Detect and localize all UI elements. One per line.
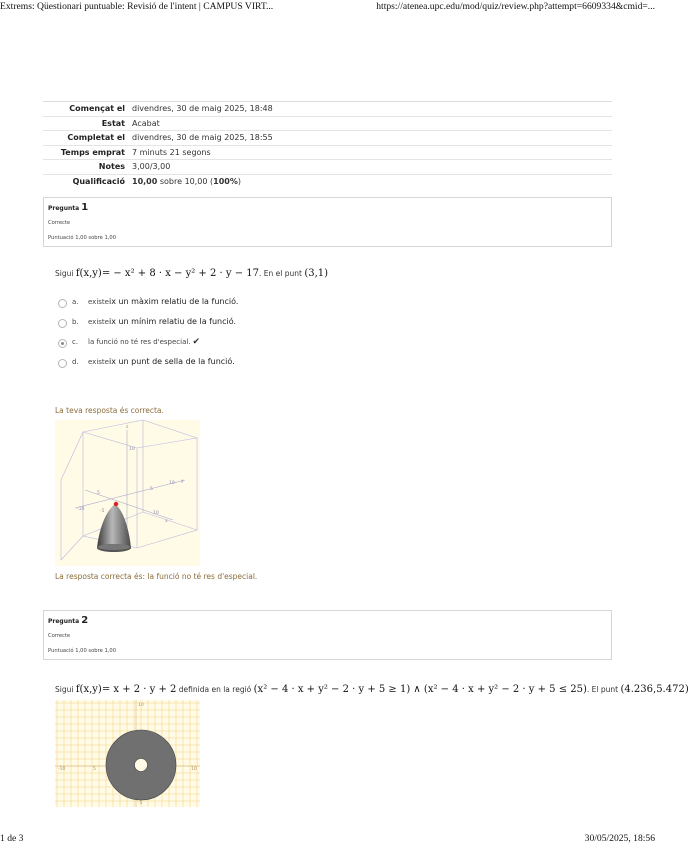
summary-value: Acabat — [132, 116, 612, 131]
answer-prefix: existe — [88, 298, 109, 306]
print-header — [0, 0, 655, 16]
x-tick: 10 — [153, 511, 159, 516]
question-function: f(x,y)= − x² + 8 · x − y² + 2 · y − 17 — [75, 268, 259, 279]
question-label: Pregunta — [48, 205, 80, 212]
summary-row-marks — [43, 160, 612, 175]
grade-end: ) — [237, 176, 241, 186]
answer-letter: d. — [72, 358, 79, 366]
question-2-text — [55, 684, 689, 695]
answer-body: ix un màxim relatiu de la funció. — [108, 297, 239, 306]
answer-prefix: existe — [88, 318, 109, 326]
x-axis-label: x — [165, 519, 168, 524]
x-tick: -5 — [100, 509, 105, 514]
print-footer — [0, 832, 655, 848]
summary-label: Qualificació — [43, 174, 132, 188]
question-number — [48, 615, 88, 626]
y-tick: 5 — [150, 487, 153, 492]
radio-button-checked[interactable] — [58, 339, 67, 348]
question-point-text: . El punt — [586, 685, 619, 694]
question-point: (4.236,5.472) — [620, 684, 689, 695]
radio-button[interactable] — [58, 319, 67, 328]
summary-row-grade — [43, 174, 612, 188]
answer-text — [88, 337, 200, 347]
summary-label: Estat — [43, 116, 132, 131]
answer-text — [88, 297, 238, 306]
region-2d-plot — [55, 700, 200, 807]
answer-body: la funció no té res d'especial. — [88, 338, 191, 346]
attempt-summary-table — [43, 101, 612, 188]
z-axis-label: z — [126, 425, 129, 430]
question-region: (x² − 4 · x + y² − 2 · y + 5 ≥ 1) ∧ (x² − 4 · x + y² − 2 · y + 5 ≤ 25) — [253, 684, 587, 695]
grade-mid: sobre 10,00 ( — [159, 176, 214, 186]
summary-value — [132, 174, 612, 188]
question-region-text: definida en la regió — [178, 685, 252, 694]
question-state: Correcte — [48, 633, 71, 639]
summary-row-time — [43, 145, 612, 160]
summary-value: divendres, 30 de maig 2025, 18:55 — [132, 131, 612, 146]
y-tick: 10 — [138, 703, 144, 708]
x-tick: -10 — [77, 507, 85, 512]
radio-button[interactable] — [58, 359, 67, 368]
summary-value: 7 minuts 21 segons — [132, 145, 612, 160]
radio-button[interactable] — [58, 299, 67, 308]
answer-letter: b. — [72, 318, 79, 326]
summary-row-started — [43, 102, 612, 117]
summary-label: Completat el — [43, 131, 132, 146]
grade-score: 10,00 — [132, 176, 158, 186]
correct-check-icon: ✔ — [192, 337, 201, 347]
surface-3d-plot — [55, 420, 200, 566]
correct-answer-text: La resposta correcta és: la funció no té res d'especial. — [55, 572, 258, 581]
page-number: 1 de 3 — [0, 833, 24, 844]
answer-body: ix un punt de sella de la funció. — [108, 357, 235, 366]
grade-percent: 100% — [213, 176, 238, 186]
summary-label: Temps emprat — [43, 145, 132, 160]
page-title: Extrems: Qüestionari puntuable: Revisió de l'intent | CAMPUS VIRT... — [0, 1, 274, 12]
summary-row-completed — [43, 131, 612, 146]
question-grade: Puntuació 1,00 sobre 1,00 — [48, 235, 117, 241]
y-axis-label: y — [181, 479, 184, 484]
x-tick: -10 — [58, 767, 66, 772]
x-tick: 5 — [97, 491, 100, 496]
answer-letter: a. — [72, 298, 79, 306]
question-point-text: . En el punt — [259, 269, 302, 278]
question-intro: Sigui — [55, 685, 74, 694]
page-url[interactable]: https://atenea.upc.edu/mod/quiz/review.php?attempt=6609334&cmid=... — [376, 1, 655, 12]
answer-prefix: existe — [88, 358, 109, 366]
feedback-text: La teva resposta és correcta. — [55, 406, 164, 415]
summary-value: 3,00/3,00 — [132, 160, 612, 175]
question-2-info — [43, 610, 612, 660]
z-tick: 10 — [129, 447, 135, 452]
question-state: Correcte — [48, 220, 71, 226]
y-tick: -5 — [138, 801, 143, 806]
x-tick: 10 — [191, 767, 197, 772]
question-grade: Puntuació 1,00 sobre 1,00 — [48, 648, 117, 654]
summary-label: Començat el — [43, 102, 132, 117]
question-intro: Sigui — [55, 269, 74, 278]
question-label: Pregunta — [48, 618, 80, 625]
question-function: f(x,y)= x + 2 · y + 2 — [75, 684, 177, 695]
answer-text — [88, 317, 236, 326]
question-number-value: 1 — [81, 202, 89, 213]
answer-text — [88, 357, 235, 366]
answer-letter: c. — [72, 338, 79, 346]
answer-body: ix un mínim relatiu de la funció. — [108, 317, 237, 326]
y-tick: 10 — [169, 481, 175, 486]
print-datetime: 30/05/2025, 18:56 — [584, 833, 655, 844]
question-1-text — [55, 268, 328, 279]
question-number — [48, 202, 88, 213]
question-point: (3,1) — [304, 268, 329, 279]
summary-label: Notes — [43, 160, 132, 175]
question-number-value: 2 — [81, 615, 89, 626]
summary-row-state — [43, 116, 612, 131]
summary-value: divendres, 30 de maig 2025, 18:48 — [132, 102, 612, 117]
question-1-info — [43, 197, 612, 247]
x-tick: 5 — [93, 767, 96, 772]
